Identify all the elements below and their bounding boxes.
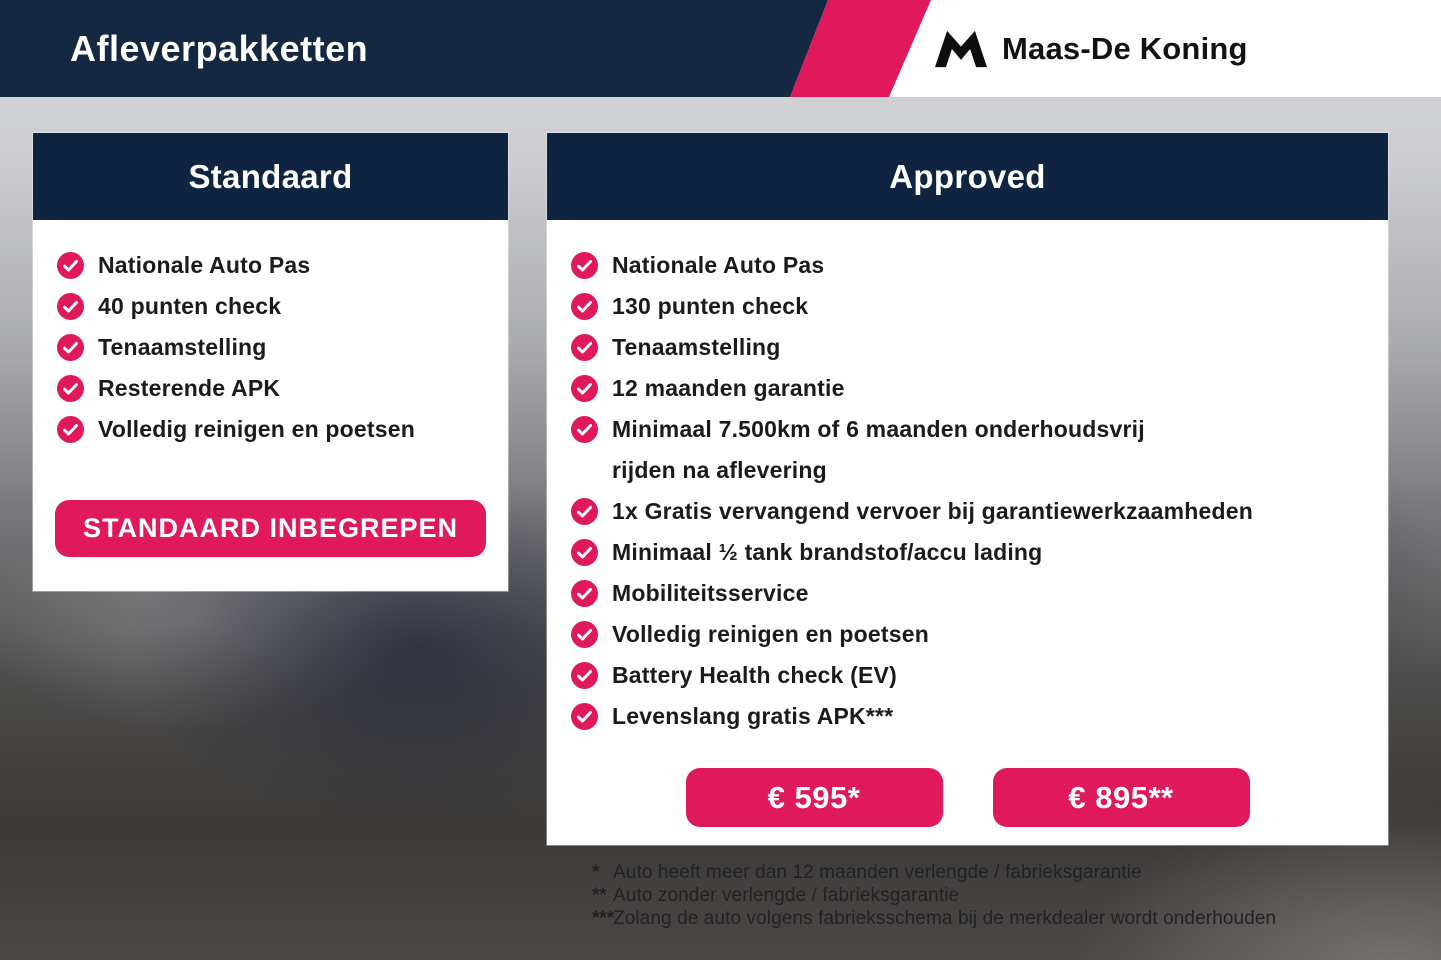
check-circle-icon [571,334,598,361]
list-item-label: Mobiliteitsservice [612,580,809,606]
standard-included-button[interactable]: STANDAARD INBEGREPEN [55,500,486,557]
check-circle-icon [571,293,598,320]
footnote-text: Auto zonder verlengde / fabrieksgarantie [613,885,960,906]
list-item [57,334,484,361]
footnote-text: Auto heeft meer dan 12 maanden verlengde / fabrieksgarantie [613,862,1142,883]
list-item-label: Volledig reinigen en poetsen [612,621,929,647]
check-circle-icon [57,416,84,443]
footnote-asterisk: * [592,862,600,883]
list-item [57,252,484,279]
brand-logo [935,0,1248,97]
standard-item-list [33,220,508,457]
check-circle-icon [571,621,598,648]
list-item-label: Resterende APK [98,375,281,401]
check-circle-icon [571,539,598,566]
check-circle-icon [57,252,84,279]
list-item-label: Minimaal 7.500km of 6 maanden onderhoudsvrij [612,416,1145,442]
standard-card-body [33,220,508,543]
check-circle-icon [571,580,598,607]
list-item [571,334,1364,361]
footnote-line [592,863,1276,883]
check-circle-icon [571,375,598,402]
list-item [571,416,1364,484]
list-item [571,621,1364,648]
list-item [571,662,1364,689]
list-item-second-line: rijden na aflevering [612,457,827,483]
check-circle-icon [57,293,84,320]
footnote-asterisk: ** [592,885,607,906]
page-header [0,0,1441,97]
footnote-line [592,886,1276,906]
footnotes [592,863,1276,932]
list-item [57,416,484,443]
approved-card-header: Approved [547,133,1388,220]
list-item-label: Nationale Auto Pas [98,252,311,278]
approved-item-list [547,220,1388,744]
list-item-label: Tenaamstelling [612,334,781,360]
footnote-line [592,909,1276,929]
price-button-row [547,768,1388,827]
approved-card-body [547,220,1388,815]
standard-package-card [33,133,508,591]
list-item [571,293,1364,320]
check-circle-icon [571,703,598,730]
brand-m-icon [935,30,987,68]
list-item-label: 130 punten check [612,293,809,319]
list-item-label: 12 maanden garantie [612,375,845,401]
list-item [57,375,484,402]
check-circle-icon [571,498,598,525]
list-item [571,498,1364,525]
standard-card-header: Standaard [33,133,508,220]
list-item [571,703,1364,730]
list-item-label: Volledig reinigen en poetsen [98,416,415,442]
list-item [57,293,484,320]
list-item-label: Tenaamstelling [98,334,267,360]
list-item-label: 1x Gratis vervangend vervoer bij garantiewerkzaamheden [612,498,1254,524]
check-circle-icon [57,334,84,361]
list-item [571,580,1364,607]
list-item-label: Levenslang gratis APK*** [612,703,894,729]
page-title: Afleverpakketten [70,28,369,69]
check-circle-icon [571,416,598,443]
check-circle-icon [57,375,84,402]
brand-name: Maas-De Koning [1002,30,1248,66]
price-button[interactable]: € 595* [686,768,943,827]
footnote-text: Zolang de auto volgens fabrieksschema bij de merkdealer wordt onderhouden [613,908,1277,929]
list-item-label: 40 punten check [98,293,282,319]
check-circle-icon [571,662,598,689]
list-item [571,375,1364,402]
list-item-label: Minimaal ½ tank brandstof/accu lading [612,539,1043,565]
list-item-label: Nationale Auto Pas [612,252,825,278]
approved-package-card [547,133,1388,845]
list-item [571,252,1364,279]
list-item [571,539,1364,566]
footnote-asterisk: *** [592,908,615,929]
list-item-label: Battery Health check (EV) [612,662,897,688]
check-circle-icon [571,252,598,279]
price-button[interactable]: € 895** [993,768,1250,827]
